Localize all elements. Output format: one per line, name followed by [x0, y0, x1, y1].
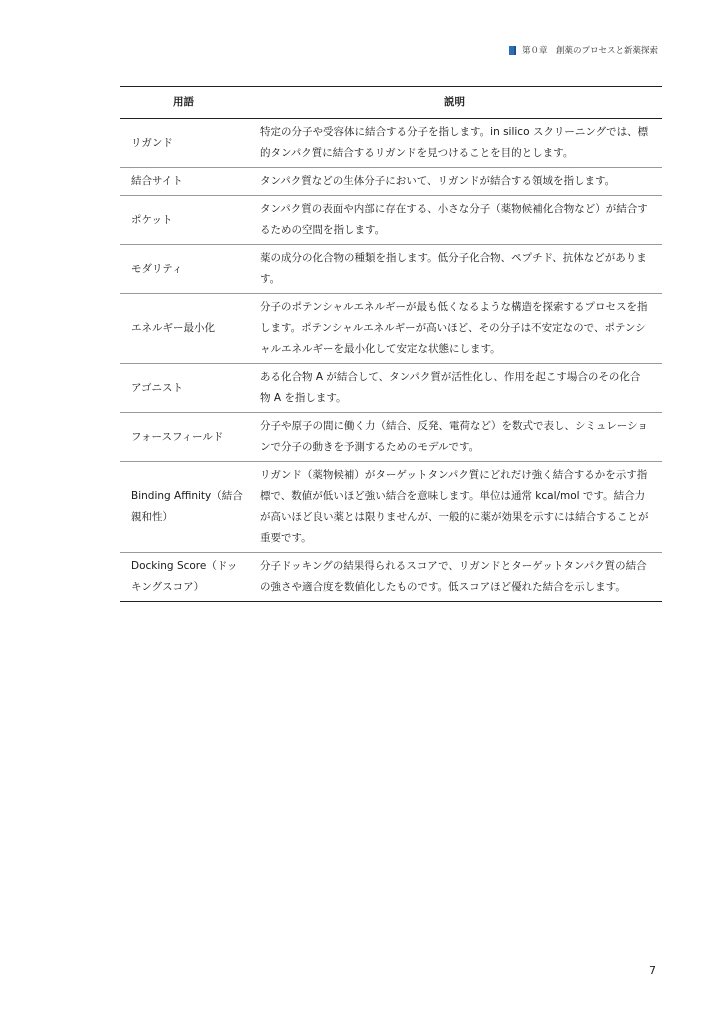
book-icon	[509, 46, 517, 55]
description-cell: タンパク質の表面や内部に存在する、小さな分子（薬物候補化合物など）が結合するための空間を指します。	[247, 196, 662, 245]
term-cell: モダリティ	[120, 245, 247, 294]
table-row	[120, 294, 662, 364]
description-cell: 分子のポテンシャルエネルギーが最も低くなるような構造を探索するプロセスを指します。ポテンシャルエネルギーが高いほど、その分子は不安定なので、ポテンシャルエネルギーを最小化して安定な状態にします。	[247, 294, 662, 364]
table-row	[120, 553, 662, 602]
table-header-row	[120, 87, 662, 119]
table-row	[120, 364, 662, 413]
table-row	[120, 168, 662, 196]
description-cell: リガンド（薬物候補）がターゲットタンパク質にどれだけ強く結合するかを示す指標で、数値が低いほど強い結合を意味します。単位は通常 kcal/mol です。結合力が高いほど良い薬とは限りませんが、一般的に薬が効果を示すには結合することが重要です。	[247, 462, 662, 553]
running-header	[509, 44, 658, 56]
chapter-title: 第０章 創薬のプロセスと新薬探索	[521, 46, 658, 56]
term-cell: フォースフィールド	[120, 413, 247, 462]
table-row	[120, 196, 662, 245]
term-cell: エネルギー最小化	[120, 294, 247, 364]
description-cell: 分子や原子の間に働く力（結合、反発、電荷など）を数式で表し、シミュレーションで分子の動きを予測するためのモデルです。	[247, 413, 662, 462]
glossary-table	[120, 86, 662, 602]
column-header-description: 説明	[247, 87, 662, 119]
description-cell: タンパク質などの生体分子において、リガンドが結合する領域を指します。	[247, 168, 662, 196]
table-row	[120, 462, 662, 553]
page-number: 7	[649, 964, 656, 977]
term-cell: ポケット	[120, 196, 247, 245]
table-row	[120, 119, 662, 168]
table-row	[120, 245, 662, 294]
glossary-table-container	[120, 86, 662, 602]
term-cell: アゴニスト	[120, 364, 247, 413]
description-cell: ある化合物 A が結合して、タンパク質が活性化し、作用を起こす場合のその化合物 A を指します。	[247, 364, 662, 413]
description-cell: 特定の分子や受容体に結合する分子を指します。in silico スクリーニングでは、標的タンパク質に結合するリガンドを見つけることを目的とします。	[247, 119, 662, 168]
column-header-term: 用語	[120, 87, 247, 119]
term-cell: Binding Affinity（結合親和性）	[120, 462, 247, 553]
description-cell: 分子ドッキングの結果得られるスコアで、リガンドとターゲットタンパク質の結合の強さや適合度を数値化したものです。低スコアほど優れた結合を示します。	[247, 553, 662, 602]
term-cell: リガンド	[120, 119, 247, 168]
term-cell: 結合サイト	[120, 168, 247, 196]
table-row	[120, 413, 662, 462]
term-cell: Docking Score（ドッキングスコア）	[120, 553, 247, 602]
description-cell: 薬の成分の化合物の種類を指します。低分子化合物、ペプチド、抗体などがあります。	[247, 245, 662, 294]
